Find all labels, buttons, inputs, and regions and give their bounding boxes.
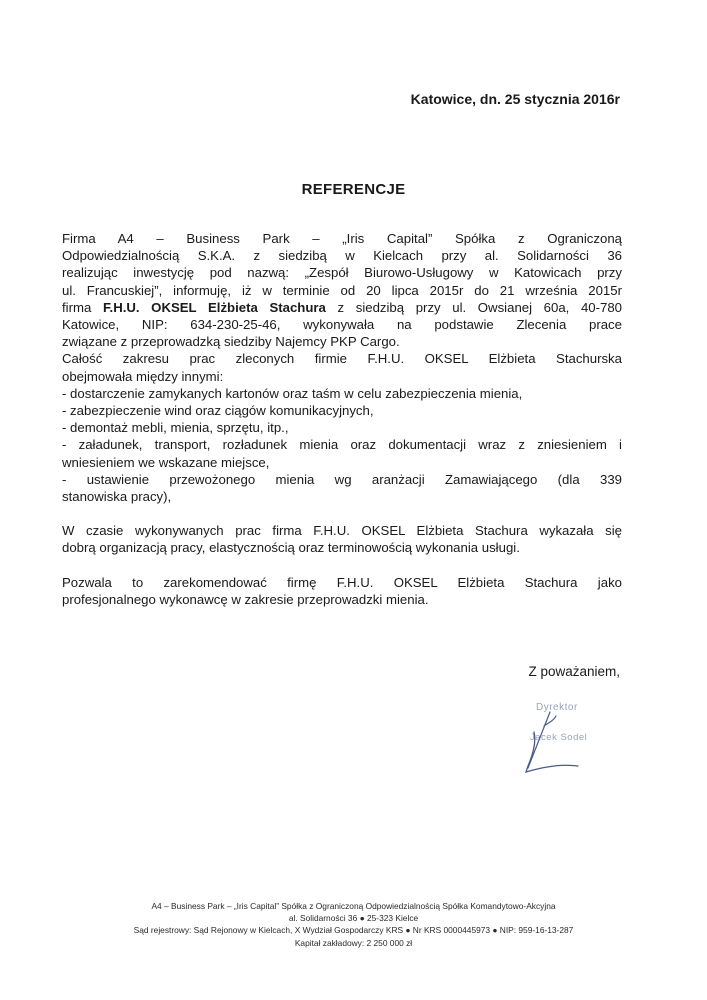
text-line: Pozwala to zarekomendować firmę F.H.U. OKSEL Elżbieta Stachura jako xyxy=(62,574,622,590)
footer-address: al. Solidarności 36 ● 25-323 Kielce xyxy=(288,913,419,924)
signature-icon xyxy=(506,700,626,780)
stamp-title: Dyrektor xyxy=(536,702,578,713)
list-item-continuation: stanowiska pracy), xyxy=(62,489,172,505)
letter-date: Katowice, dn. 25 stycznia 2016r xyxy=(410,91,620,107)
closing-salutation: Z poważaniem, xyxy=(528,664,620,679)
paragraph-4 xyxy=(62,574,622,608)
list-item-continuation: wniesieniem we wskazane miejsce, xyxy=(62,454,270,470)
text-line: profesjonalnego wykonawcę w zakresie przeprowadzki mienia. xyxy=(62,591,429,607)
text-line: Całość zakresu prac zleconych firmie F.H.U. OKSEL Elżbieta Stachurska xyxy=(62,351,622,367)
text-line: ul. Francuskiej”, informuję, iż w terminie od 20 lipca 2015r do 21 września 2015r xyxy=(62,282,622,298)
footer-company: A4 – Business Park – „Iris Capital” Spółka z Ograniczoną Odpowiedzialnością Spółka Komandytowo-Akcyjna xyxy=(151,901,556,911)
letterhead-footer xyxy=(0,900,707,949)
letter-body xyxy=(62,230,622,608)
footer-capital: Kapitał zakładowy: 2 250 000 zł xyxy=(294,937,413,948)
stamp-name: Jacek Sodel xyxy=(530,732,588,743)
text-line: Odpowiedzialnością S.K.A. z siedzibą w Kielcach przy al. Solidarności 36 xyxy=(62,248,622,264)
signature-stamp xyxy=(506,700,626,780)
text-line: realizując inwestycję pod nazwą: „Zespół Biurowo-Usługowy w Katowicach przy xyxy=(62,265,622,281)
paragraph-2 xyxy=(62,350,622,505)
text-segment: firma xyxy=(62,299,103,315)
text-line: obejmowała między innymi: xyxy=(62,368,224,384)
list-item: - ustawienie przewożonego mienia wg aranżacji Zamawiającego (dla 339 xyxy=(62,471,622,487)
text-line: dobrą organizacją pracy, elastycznością oraz terminowością wykonania usługi. xyxy=(62,540,520,556)
list-item: - zabezpieczenie wind oraz ciągów komunikacyjnych, xyxy=(62,403,374,419)
text-line: Firma A4 – Business Park – „Iris Capital” Spółka z Ograniczoną xyxy=(62,231,622,246)
footer-registry: Sąd rejestrowy: Sąd Rejonowy w Kielcach, X Wydział Gospodarczy KRS ● Nr KRS 0000445973 ● NIP: 959-16-13-287 xyxy=(133,925,574,936)
paragraph-1 xyxy=(62,230,622,350)
text-segment: z siedzibą przy ul. Owsianej 60a, 40-780 xyxy=(325,299,623,315)
list-item: - załadunek, transport, rozładunek mienia oraz dokumentacji wraz z zniesieniem i xyxy=(62,437,622,453)
document-title: REFERENCJE xyxy=(301,181,406,198)
list-item: - dostarczenie zamykanych kartonów oraz taśm w celu zabezpieczenia mienia, xyxy=(62,385,523,401)
text-line: W czasie wykonywanych prac firma F.H.U. OKSEL Elżbieta Stachura wykazała się xyxy=(62,523,622,539)
paragraph-3 xyxy=(62,522,622,556)
text-line: związane z przeprowadzką siedziby Najemcy PKP Cargo. xyxy=(62,334,400,350)
text-line: Katowice, NIP: 634-230-25-46, wykonywała na podstawie Zlecenia prace xyxy=(62,317,622,333)
text-line xyxy=(62,299,622,316)
company-name-bold: F.H.U. OKSEL Elżbieta Stachura xyxy=(102,299,326,315)
list-item: - demontaż mebli, mienia, sprzętu, itp., xyxy=(62,420,289,436)
